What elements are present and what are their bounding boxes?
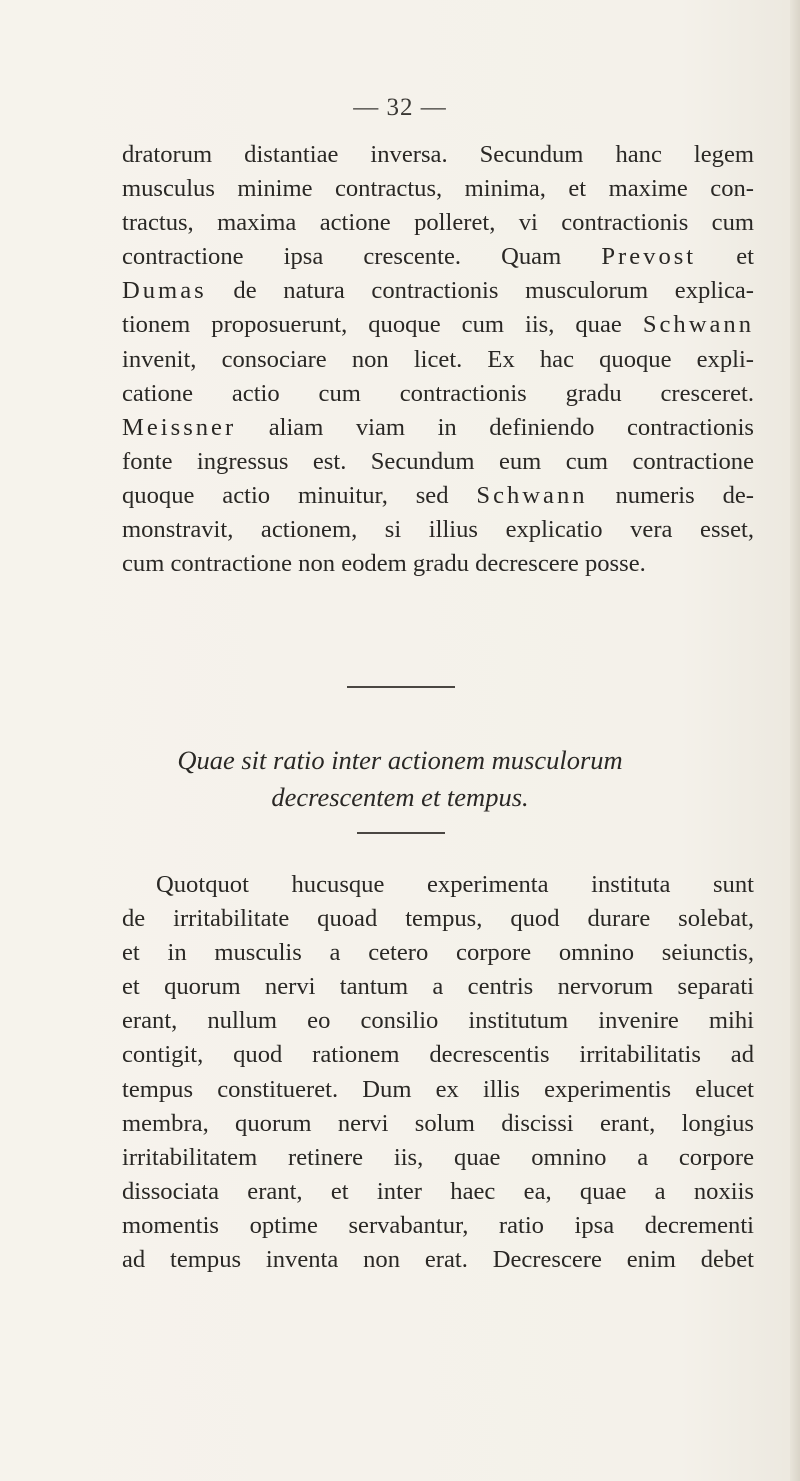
text-line — [122, 308, 754, 342]
text-line: musculus minime contractus, minima, et maxime con- — [122, 175, 754, 203]
text-line — [122, 274, 754, 308]
text-line: ad tempus inventa non erat. Decrescere enim debet — [122, 1246, 754, 1274]
text-line: monstravit, actionem, si illius explicatio vera esset, — [122, 516, 754, 544]
author-name-dumas: Dumas — [122, 277, 207, 305]
text-line: irritabilitatem retinere iis, quae omnino a corpore — [122, 1143, 754, 1171]
text-line: membra, quorum nervi solum discissi erant, longius — [122, 1109, 754, 1137]
text-line: catione actio cum contractionis gradu cresceret. — [122, 379, 754, 407]
text-span: numeris de- — [615, 481, 754, 509]
text-line: et quorum nervi tantum a centris nervorum separati — [122, 973, 754, 1001]
text-line: dissociata erant, et inter haec ea, quae a noxiis — [122, 1177, 754, 1205]
text-span: quoque actio minuitur, sed — [122, 481, 449, 509]
text-line: contigit, quod rationem decrescentis irritabilitatis ad — [122, 1041, 754, 1069]
text-span: de natura contractionis musculorum explica- — [233, 277, 755, 305]
text-line: erant, nullum eo consilio institutum invenire mihi — [122, 1007, 754, 1035]
text-line — [122, 240, 754, 274]
section-heading-line-2: decrescentem et tempus. — [271, 782, 529, 812]
author-name-meissner: Meissner — [122, 413, 237, 441]
page-edge — [790, 0, 800, 1481]
text-line: Quotquot hucusque experimenta instituta sunt — [156, 871, 754, 898]
page-number: — 32 — — [353, 94, 447, 121]
text-line — [122, 479, 754, 513]
author-name-prevost: Prevost — [601, 243, 697, 271]
text-line — [122, 411, 754, 445]
text-span: aliam viam in definiendo contractionis — [268, 413, 754, 441]
paragraph-1 — [122, 138, 754, 581]
text-line: de irritabilitate quoad tempus, quod durare solebat, — [122, 905, 754, 933]
text-span: tionem proposuerunt, quoque cum iis, quae — [122, 311, 622, 339]
text-line: momentis optime servabantur, ratio ipsa decrementi — [122, 1211, 754, 1239]
author-name-schwann: Schwann — [476, 481, 588, 509]
text-line: tempus constitueret. Dum ex illis experimentis elucet — [122, 1075, 754, 1103]
text-span: et — [736, 243, 755, 271]
paragraph-2 — [122, 868, 754, 1277]
heading-divider — [357, 832, 445, 834]
text-line: fonte ingressus est. Secundum eum cum contractione — [122, 447, 754, 475]
author-name-schwann: Schwann — [642, 311, 754, 339]
section-heading-line-1: Quae sit ratio inter actionem musculorum — [177, 745, 623, 775]
text-line: cum contractione non eodem gradu decrescere posse. — [122, 550, 646, 578]
text-span: contractione ipsa crescente. Quam — [122, 243, 562, 271]
text-line: et in musculis a cetero corpore omnino seiunctis, — [122, 939, 754, 967]
text-line: dratorum distantiae inversa. Secundum hanc legem — [122, 141, 754, 168]
text-line: invenit, consociare non licet. Ex hac quoque expli- — [122, 345, 754, 373]
section-divider — [347, 686, 455, 688]
text-line: tractus, maxima actione polleret, vi contractionis cum — [122, 209, 754, 237]
